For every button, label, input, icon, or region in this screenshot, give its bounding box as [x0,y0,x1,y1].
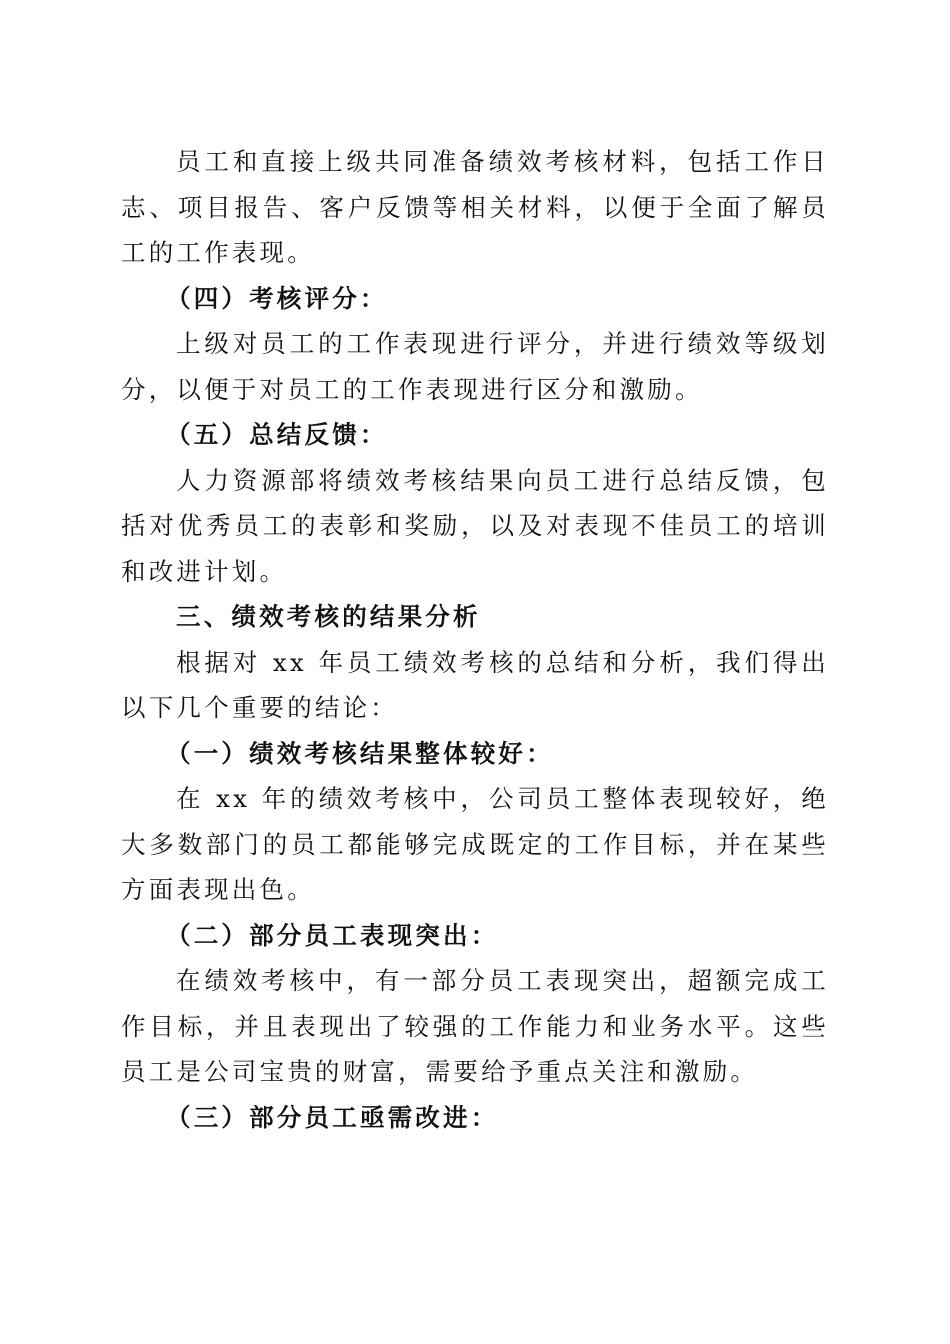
section-heading-results-analysis: 三、绩效考核的结果分析 [176,602,481,631]
paragraph-overall-good: 在 xx 年的绩效考核中，公司员工整体表现较好，绝大多数部门的员工都能够完成既定的工作目标，并在某些方面表现出色。 [121,784,829,904]
paragraph-feedback: 人力资源部将绩效考核结果向员工进行总结反馈，包括对优秀员工的表彰和奖励，以及对表现不佳员工的培训和改进计划。 [121,465,829,586]
subheading-outstanding: （二）部分员工表现突出： [166,920,499,950]
paragraph-scoring: 上级对员工的工作表现进行评分，并进行绩效等级划分，以便于对员工的工作表现进行区分和激励。 [121,329,829,404]
document-body [121,139,829,1140]
subheading-needs-improvement: （三）部分员工亟需改进： [166,1102,499,1132]
paragraph-results-intro: 根据对 xx 年员工绩效考核的总结和分析，我们得出以下几个重要的结论： [121,647,829,722]
paragraph-material-prep: 员工和直接上级共同准备绩效考核材料，包括工作日志、项目报告、客户反馈等相关材料，以便于全面了解员工的工作表现。 [121,147,829,267]
subheading-overall-good: （一）绩效考核结果整体较好： [166,738,554,768]
subheading-scoring: （四）考核评分： [166,283,388,313]
paragraph-outstanding: 在绩效考核中，有一部分员工表现突出，超额完成工作目标，并且表现出了较强的工作能力和业务水平。这些员工是公司宝贵的财富，需要给予重点关注和激励。 [121,966,829,1086]
subheading-feedback: （五）总结反馈： [166,420,388,449]
